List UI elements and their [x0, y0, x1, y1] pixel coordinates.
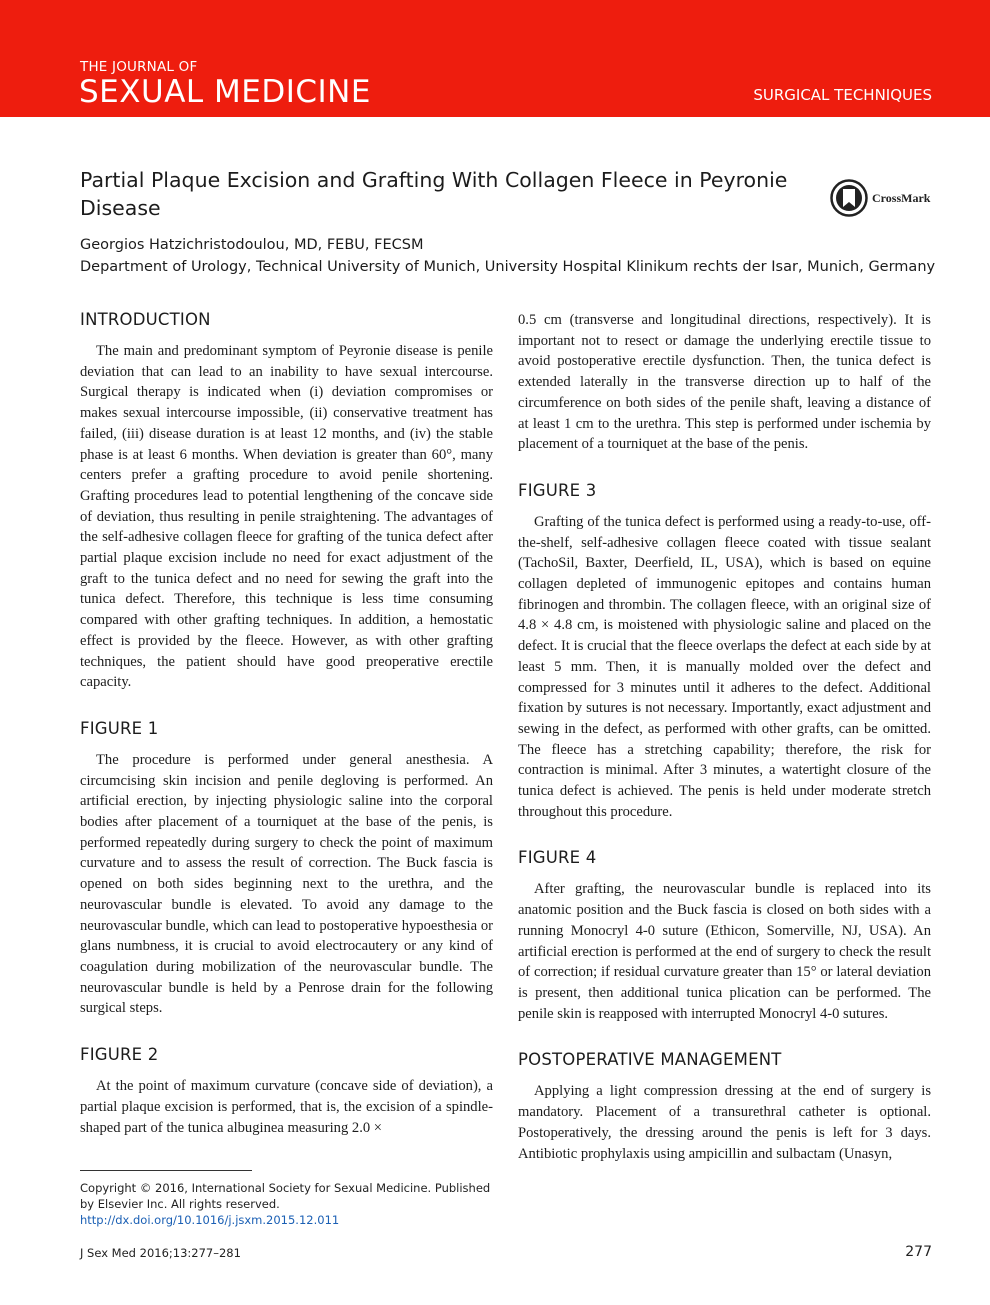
- footnote: [80, 1180, 495, 1228]
- author-line: Georgios Hatzichristodoulou, MD, FEBU, FECSM: [80, 237, 424, 253]
- page-number: 277: [905, 1244, 932, 1260]
- affiliation-line: Department of Urology, Technical University of Munich, University Hospital Klinikum rechts der Isar, Munich, Germany: [80, 259, 936, 275]
- crossmark-icon: [830, 179, 868, 217]
- introduction-heading: INTRODUCTION: [80, 310, 211, 329]
- figure2-text-right: 0.5 cm (transverse and longitudinal directions, respectively). It is important not to resect or damage the underlying erectile tissue to avoid postoperative erectile dysfunction. Then, the tunica defect is extended laterally in the transverse direction up to half of the circumference on both sides of the penile shaft, leaving a distance of at least 1 cm to the urethra. This step is performed under ischemia by placement of a tourniquet at the base of the penis.: [518, 312, 931, 453]
- journal-name-small: THE JOURNAL OF: [80, 59, 198, 75]
- figure4-heading: FIGURE 4: [518, 848, 597, 868]
- article-title: Partial Plaque Excision and Grafting With Collagen Fleece in Peyronie Disease: [80, 168, 788, 220]
- figure3-heading: FIGURE 3: [518, 480, 597, 500]
- footnote-rule: [80, 1170, 252, 1171]
- crossmark-badge[interactable]: [830, 179, 930, 217]
- right-column: [518, 310, 931, 1164]
- introduction-text: The main and predominant symptom of Peyronie disease is penile deviation that can lead to an inability to have sexual intercourse. Surgical therapy is indicated when (i) deviation compromises or makes sexual intercourse impossible, (ii) conservative treatment has failed, (iii) disease duration is at least 12 months, and (iv) the stable phase is at least 6 months. When deviation is greater than 60°, many centers prefer a grafting procedure to avoid penile shortening. Grafting procedures lead to potential lengthening of the concave side of deviation, thus resulting in penile straightening. The advantages of the self-adhesive collagen fleece for grafting of the tunica defect after partial plaque excision include no need for exact adjustment of the graft to the tunica defect and no need for sewing the graft into the tunica defect. Therefore, this technique is less time consuming compared with other grafting techniques. In addition, a hemostatic effect is provided by the fleece. However, as with other grafting techniques, the patient should have good preoperative erectile capacity.: [80, 343, 493, 691]
- doi-link[interactable]: http://dx.doi.org/10.1016/j.jsxm.2015.12.011: [80, 1213, 340, 1227]
- figure2-text-left: At the point of maximum curvature (concave side of deviation), a partial plaque excision is performed, that is, the excision of a spindle-shaped part of the tunica albuginea measuring 2.0 ×: [80, 1078, 493, 1136]
- crossmark-label: CrossMark: [872, 190, 931, 205]
- copyright-text: Copyright © 2016, International Society for Sexual Medicine. Published by Elsevier Inc. All rights reserved.: [80, 1181, 491, 1211]
- figure1-text: The procedure is performed under general anesthesia. A circumcising skin incision and penile degloving is performed. An artificial erection, by injecting physiologic saline into the corporal bodies after placement of a tourniquet at the base of the penis, is performed repeatedly during surgery to check the point of maximum curvature and to assess the result of correction. The Buck fascia is opened on both sides beginning next to the urethra, and the neurovascular bundle is elevated. To avoid any damage to the neurovascular bundle, which can lead to postoperative hypoesthesia or glans numbness, it is crucial to avoid electrocautery or any kind of coagulation during mobilization of the neurovascular bundle. The neurovascular bundle is held by a Penrose drain for the following surgical steps.: [80, 751, 493, 1017]
- figure2-heading: FIGURE 2: [80, 1045, 159, 1065]
- figure4-text: After grafting, the neurovascular bundle is replaced into its anatomic position and the Buck fascia is closed on both sides with a running Monocryl 4-0 suture (Ethicon, Somerville, NJ, USA). An artificial erection is performed at the end of surgery to check the result of correction; if residual curvature greater than 15° or lateral deviation is present, then additional tunica plication can be performed. The penile skin is reapposed with interrupted Monocryl 4-0 sutures.: [518, 881, 931, 1022]
- left-column: [80, 310, 493, 1138]
- postop-heading: POSTOPERATIVE MANAGEMENT: [518, 1050, 782, 1070]
- section-label: SURGICAL TECHNIQUES: [753, 86, 932, 104]
- figure3-text: Grafting of the tunica defect is performed using a ready-to-use, off-the-shelf, self-adhesive collagen fleece coated with tissue sealant (TachoSil, Baxter, Deerfield, IL, USA), which is based on equine collagen depleted of immunogenic epitopes and contains human fibrinogen and thrombin. The collagen fleece, with an original size of 4.8 × 4.8 cm, is moistened with physiologic saline and placed on the defect. It is crucial that the fleece overlaps the defect at each side by at least 5 mm. Then, it is manually molded over the defect and compressed for 3 minutes until it adheres to the defect. Additional fixation by sutures is not necessary. Importantly, exact adjustment and sewing in the defect, as performed with other grafts, can be omitted. The fleece has a stretching capability; therefore, the risk for contraction is minimal. After 3 minutes, a watertight closure of the tunica defect is achieved. The penis is held under moderate stretch throughout this procedure.: [518, 513, 931, 820]
- journal-name-large: SEXUAL MEDICINE: [79, 74, 371, 110]
- journal-banner: [0, 0, 990, 117]
- journal-citation: J Sex Med 2016;13:277–281: [80, 1246, 241, 1260]
- postop-text: Applying a light compression dressing at the end of surgery is mandatory. Placement of a transurethral catheter is optional. Postoperatively, the dressing around the penis is left for 3 days. Antibiotic prophylaxis using ampicillin and sulbactam (Unasyn,: [518, 1083, 931, 1162]
- figure1-heading: FIGURE 1: [80, 718, 159, 738]
